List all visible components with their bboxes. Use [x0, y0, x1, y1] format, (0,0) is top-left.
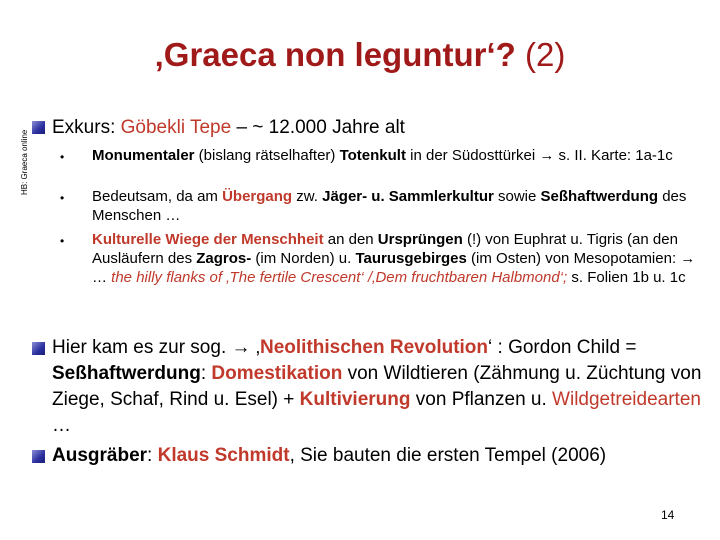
text-run: …: [52, 415, 71, 436]
slide-title: [0, 36, 720, 74]
text-run: (bislang rätselhafter): [194, 147, 340, 164]
text-run: von Wildtieren (Zähmung u. Züchtung von Ziege, Schaf, Rind u. Esel) +: [52, 363, 702, 410]
bullet-square-icon: [32, 450, 45, 463]
text-run: Jäger- u. Sammlerkultur: [322, 188, 494, 205]
text-run: (im Norden) u.: [251, 250, 356, 267]
text-run: Klaus Schmidt: [157, 445, 290, 466]
text-run: Taurusgebirges: [355, 250, 467, 267]
text-run: the hilly flanks of ‚The fertile Crescent‘ /‚Dem fruchtbaren Halbmond‘;: [111, 269, 568, 286]
bullet-square-icon: [32, 342, 45, 355]
text-run: :: [147, 445, 158, 466]
title-main: ‚Graeca non leguntur‘?: [154, 36, 526, 73]
text-run: Monumentaler: [92, 147, 195, 164]
text-run: ‘ : Gordon Child =: [488, 337, 637, 358]
text-run: zw.: [292, 188, 323, 205]
text-run: Domestikation: [211, 363, 343, 384]
text-run: Neolithischen Revolution: [260, 337, 489, 358]
bullet-dot-icon: •: [60, 234, 65, 248]
exkurs-site: Göbekli Tepe: [120, 117, 232, 138]
text-run: Seßhaftwerdung: [540, 188, 659, 205]
text-run: an den: [323, 231, 378, 248]
text-run: s. Folien 1b u. 1c: [567, 269, 686, 286]
text-run: von Pflanzen u.: [410, 389, 553, 410]
text-run: (im Osten) von Mesopotamien: → …: [92, 250, 696, 286]
text-run: sowie: [493, 188, 541, 205]
text-run: Totenkult: [339, 147, 406, 164]
sub-item-1: [92, 146, 702, 165]
text-run: Bedeutsam, da am: [92, 188, 223, 205]
text-run: Hier kam es zur sog. → ‚: [52, 337, 260, 358]
text-run: :: [200, 363, 212, 384]
text-run: Zagros-: [196, 250, 252, 267]
text-run: Kultivierung: [299, 389, 411, 410]
text-run: Kulturelle Wiege der Menschheit: [92, 231, 324, 248]
sub-item-3: [92, 230, 702, 287]
text-run: , Sie bauten die ersten Tempel (2006): [289, 445, 607, 466]
page-number: 14: [661, 508, 675, 522]
text-run: Ausgräber: [52, 445, 148, 466]
paragraph-exkurs: [52, 115, 405, 141]
text-run: in der Südosttürkei → s. II. Karte: 1a-1c: [405, 147, 673, 164]
text-run: Ursprüngen: [377, 231, 463, 248]
text-run: (!) von Euphrat u. Tigris (an den Ausläufern des: [92, 231, 678, 267]
paragraph-revolution: [52, 335, 702, 439]
text-run: Seßhaftwerdung: [52, 363, 201, 384]
exkurs-age: – ~ 12.000 Jahre alt: [231, 117, 405, 138]
text-run: des Menschen …: [92, 188, 687, 224]
bullet-square-icon: [32, 121, 45, 134]
text-run: Wildgetreidearten: [552, 389, 701, 410]
text-run: Übergang: [222, 188, 293, 205]
title-number: (2): [525, 36, 566, 73]
bullet-dot-icon: •: [60, 150, 65, 164]
side-label: HB: Graeca online: [20, 129, 29, 195]
bullet-dot-icon: •: [60, 191, 65, 205]
exkurs-label: Exkurs:: [52, 117, 121, 138]
sub-item-2: [92, 187, 702, 225]
paragraph-excavator: [52, 443, 702, 469]
